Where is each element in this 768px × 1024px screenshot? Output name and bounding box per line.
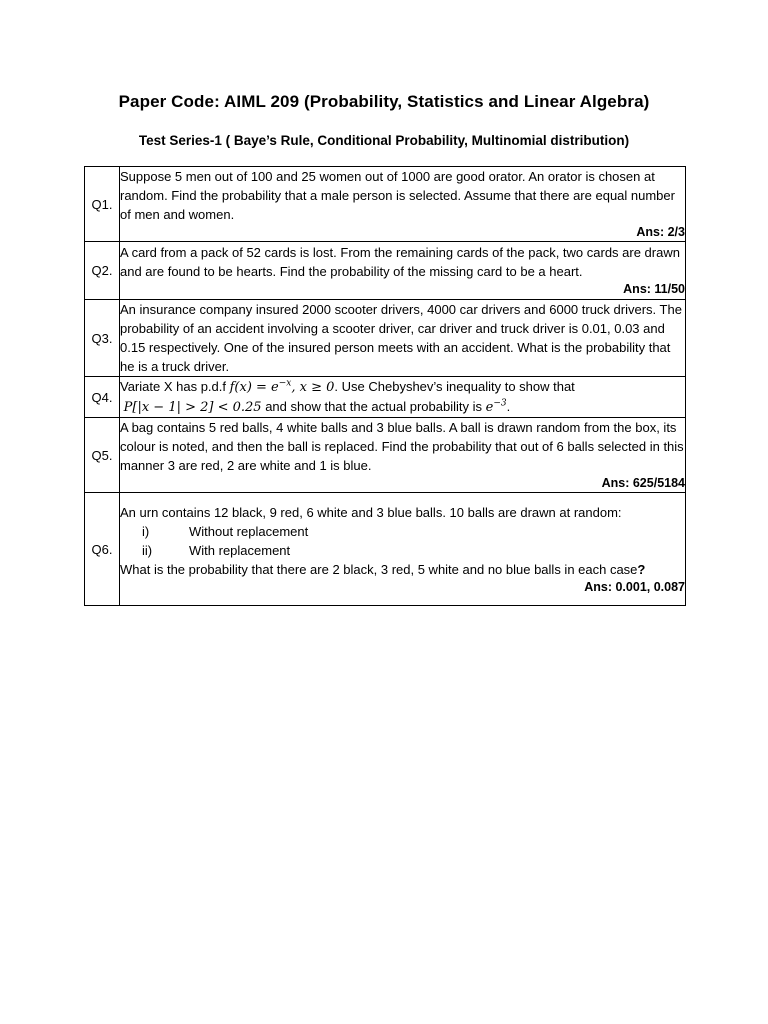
question-number: Q3.: [85, 300, 120, 377]
question-mark: ?: [637, 561, 646, 577]
answer-text: Ans: 0.001, 0.087: [584, 579, 685, 594]
answer-text: Ans: 625/5184: [601, 476, 685, 490]
question-text: [120, 560, 685, 579]
question-number: Q2.: [85, 242, 120, 300]
question-text: [120, 377, 685, 417]
list-item-label: Without replacement: [189, 523, 309, 539]
question-number: Q5.: [85, 418, 120, 493]
answer-text: Ans: 2/3: [636, 225, 685, 239]
question-row-5: [85, 418, 686, 493]
list-marker: ii): [142, 542, 153, 558]
question-text: A bag contains 5 red balls, 4 white balls and 3 blue balls. A ball is drawn random from the box, its colour is noted, and then the ball is replaced. Find the probability that out of 6 balls selected in this manner 3 are red, 2 are white and 1 is blue.: [120, 420, 684, 473]
answer-text: Ans: 11/50: [623, 282, 685, 296]
question-row-3: [85, 300, 686, 377]
chebyshev-inequality-formula: P[|x − 1| > 2] < 0.25: [123, 400, 262, 415]
question-text: Suppose 5 men out of 100 and 25 women out of 1000 are good orator. An orator is chosen at random. Find the probability that a male person is selected. Assume that there are equal number of men and women.: [120, 169, 675, 222]
question-text: An insurance company insured 2000 scooter drivers, 4000 car drivers and 6000 truck drivers. The probability of an accident involving a scooter driver, car driver and truck driver is 0.01, 0.03 and 0.15 respectively. One of the insured person meets with an accident. What is the probability that he is a truck driver.: [120, 302, 682, 374]
question-body: [120, 418, 686, 493]
question-text-part: .: [506, 399, 511, 414]
question-row-2: [85, 242, 686, 300]
question-text-part: and show that the actual probability is: [261, 399, 486, 414]
test-series-subtitle: Test Series-1 ( Baye’s Rule, Conditional Probability, Multinomial distribution): [138, 133, 630, 148]
question-number: Q6.: [85, 493, 120, 606]
question-text-part: Variate X has p.d.f: [120, 379, 230, 394]
question-row-4: [85, 377, 686, 418]
question-number: Q4.: [85, 377, 120, 418]
question-row-6: [85, 493, 686, 606]
actual-probability-formula: $e^{-3}$: [485, 398, 507, 415]
question-text: A card from a pack of 52 cards is lost. From the remaining cards of the pack, two cards are drawn and are found to be hearts. Find the probability of the missing card to be a heart.: [120, 245, 680, 279]
questions-table: [84, 166, 686, 606]
question-text: An urn contains 12 black, 9 red, 6 white and 3 blue balls. 10 balls are drawn at random:: [120, 504, 622, 520]
question-number: Q1.: [85, 167, 120, 242]
question-row-1: [85, 167, 686, 242]
question-body: [120, 300, 686, 377]
pdf-formula: $f(x) = e^{-x}$, x ≥ 0: [229, 378, 335, 395]
list-marker: i): [142, 523, 150, 539]
paper-code-title: Paper Code: AIML 209 (Probability, Statistics and Linear Algebra): [118, 92, 650, 111]
question-body: [120, 493, 686, 606]
sub-list: [120, 522, 685, 560]
question-body: [120, 377, 686, 418]
list-item-label: With replacement: [189, 542, 291, 558]
question-body: [120, 167, 686, 242]
list-item: [142, 541, 685, 560]
question-text-part: What is the probability that there are 2 black, 3 red, 5 white and no blue balls in each case: [120, 561, 638, 577]
list-item: [142, 522, 685, 541]
question-text-part: . Use Chebyshev’s inequality to show that: [334, 379, 575, 394]
question-body: [120, 242, 686, 300]
